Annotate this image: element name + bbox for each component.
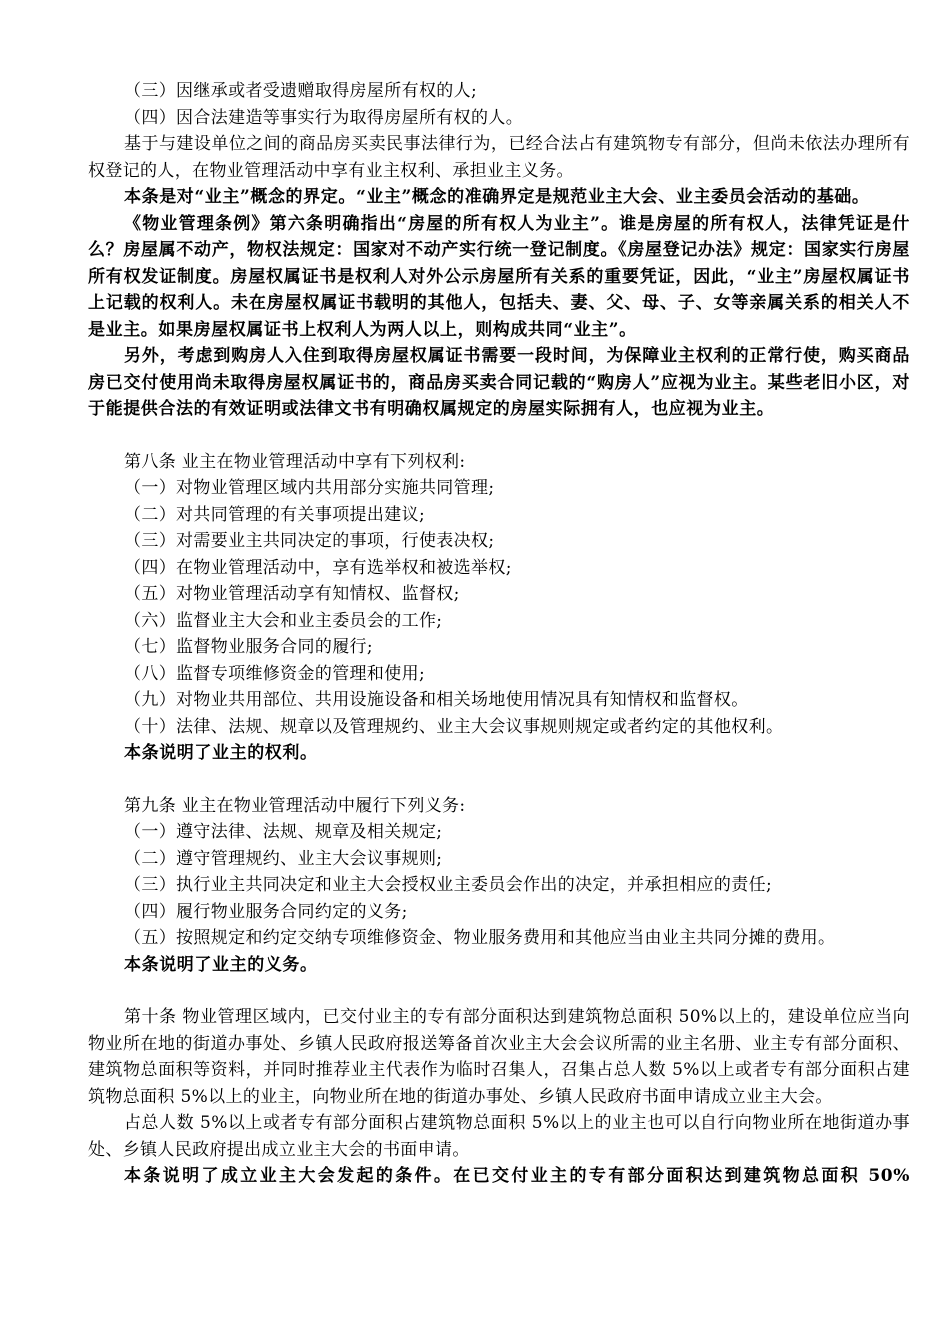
- list-item: （五）对物业管理活动享有知情权、监督权;: [124, 584, 460, 604]
- commentary-paragraph: 本条说明了业主的义务。: [124, 954, 318, 975]
- list-item: （十）法律、法规、规章以及管理规约、业主大会议事规则规定或者约定的其他权利。: [124, 716, 784, 737]
- list-item: （八）监督专项维修资金的管理和使用;: [124, 663, 426, 684]
- list-item: （四）在物业管理活动中，享有选举权和被选举权;: [124, 557, 512, 578]
- list-item: （三）对需要业主共同决定的事项，行使表决权;: [124, 531, 495, 551]
- list-item: （二）遵守管理规约、业主大会议事规则;: [124, 848, 443, 869]
- document-page: [88, 78, 910, 1190]
- list-item: （一）遵守法律、法规、规章及相关规定;: [124, 822, 443, 842]
- commentary-paragraph: 本条说明了成立业主大会发起的条件。在已交付业主的专有部分面积达到建筑物总面积 50%: [124, 1166, 910, 1186]
- paragraph-gap: [88, 423, 910, 449]
- commentary-paragraph: 另外，考虑到购房人入住到取得房屋权属证书需要一段时间，为保障业主权利的正常行使，购买商品房已交付使用尚未取得房屋权属证书的，商品房买卖合同记载的“购房人”应视为业主。某些老旧小区，对于能提供合法的有效证明或法律文书有明确权属规定的房屋实际拥有人，也应视为业主。: [88, 346, 910, 419]
- list-item: （一）对物业管理区域内共用部分实施共同管理;: [124, 478, 495, 498]
- commentary-paragraph: 本条说明了业主的权利。: [124, 743, 318, 763]
- paragraph-gap: [88, 767, 910, 793]
- list-item: （四）履行物业服务合同约定的义务;: [124, 901, 408, 922]
- body-paragraph: 占总人数 5%以上或者专有部分面积占建筑物总面积 5%以上的业主也可以自行向物业所在地街道办事处、乡镇人民政府提出成立业主大会的书面申请。: [88, 1113, 910, 1160]
- list-item: （三）执行业主共同决定和业主大会授权业主委员会作出的决定，并承担相应的责任;: [124, 875, 773, 895]
- list-item: （五）按照规定和约定交纳专项维修资金、物业服务费用和其他应当由业主共同分摊的费用。: [124, 928, 836, 948]
- list-item: （六）监督业主大会和业主委员会的工作;: [124, 610, 443, 631]
- body-paragraph: 基于与建设单位之间的商品房买卖民事法律行为，已经合法占有建筑物专有部分，但尚未依法办理所有权登记的人，在物业管理活动中享有业主权利、承担业主义务。: [88, 134, 910, 181]
- list-item: （四）因合法建造等事实行为取得房屋所有权的人。: [124, 107, 524, 128]
- commentary-paragraph: 《物业管理条例》第六条明确指出“房屋的所有权人为业主”。谁是房屋的所有权人，法律凭证是什么？房屋属不动产，物权法规定：国家对不动产实行统一登记制度。《房屋登记办法》规定：国家实行房屋所有权发证制度。房屋权属证书是权利人对外公示房屋所有关系的重要凭证，因此，“业主”房屋权属证书上记载的权利人。未在房屋权属证书载明的其他人，包括夫、妻、父、母、子、女等亲属关系的相关人不是业主。如果房屋权属证书上权利人为两人以上，则构成共同“业主”。: [88, 213, 910, 340]
- list-item: （九）对物业共用部位、共用设施设备和相关场地使用情况具有知情权和监督权。: [124, 690, 749, 710]
- list-item: （七）监督物业服务合同的履行;: [124, 637, 373, 657]
- body-paragraph: 第十条 物业管理区域内，已交付业主的专有部分面积达到建筑物总面积 50%以上的，建设单位应当向物业所在地的街道办事处、乡镇人民政府报送筹备首次业主大会会议所需的业主名册、业主专有部分面积、建筑物总面积等资料，并同时推荐业主代表作为临时召集人，召集占总人数 5%以上或者专有部分面积占建筑物总面积 5%以上的业主，向物业所在地的街道办事处、乡镇人民政府书面申请成立业主大会。: [88, 1007, 910, 1107]
- list-item: 第八条 业主在物业管理活动中享有下列权利:: [124, 451, 466, 472]
- list-item: （三）因继承或者受遗赠取得房屋所有权的人;: [124, 81, 478, 101]
- commentary-paragraph: 本条是对“业主”概念的界定。“业主”概念的准确界定是规范业主大会、业主委员会活动的基础。: [124, 187, 870, 207]
- paragraph-gap: [88, 978, 910, 1004]
- list-item: （二）对共同管理的有关事项提出建议;: [124, 504, 426, 525]
- list-item: 第九条 业主在物业管理活动中履行下列义务:: [124, 795, 466, 816]
